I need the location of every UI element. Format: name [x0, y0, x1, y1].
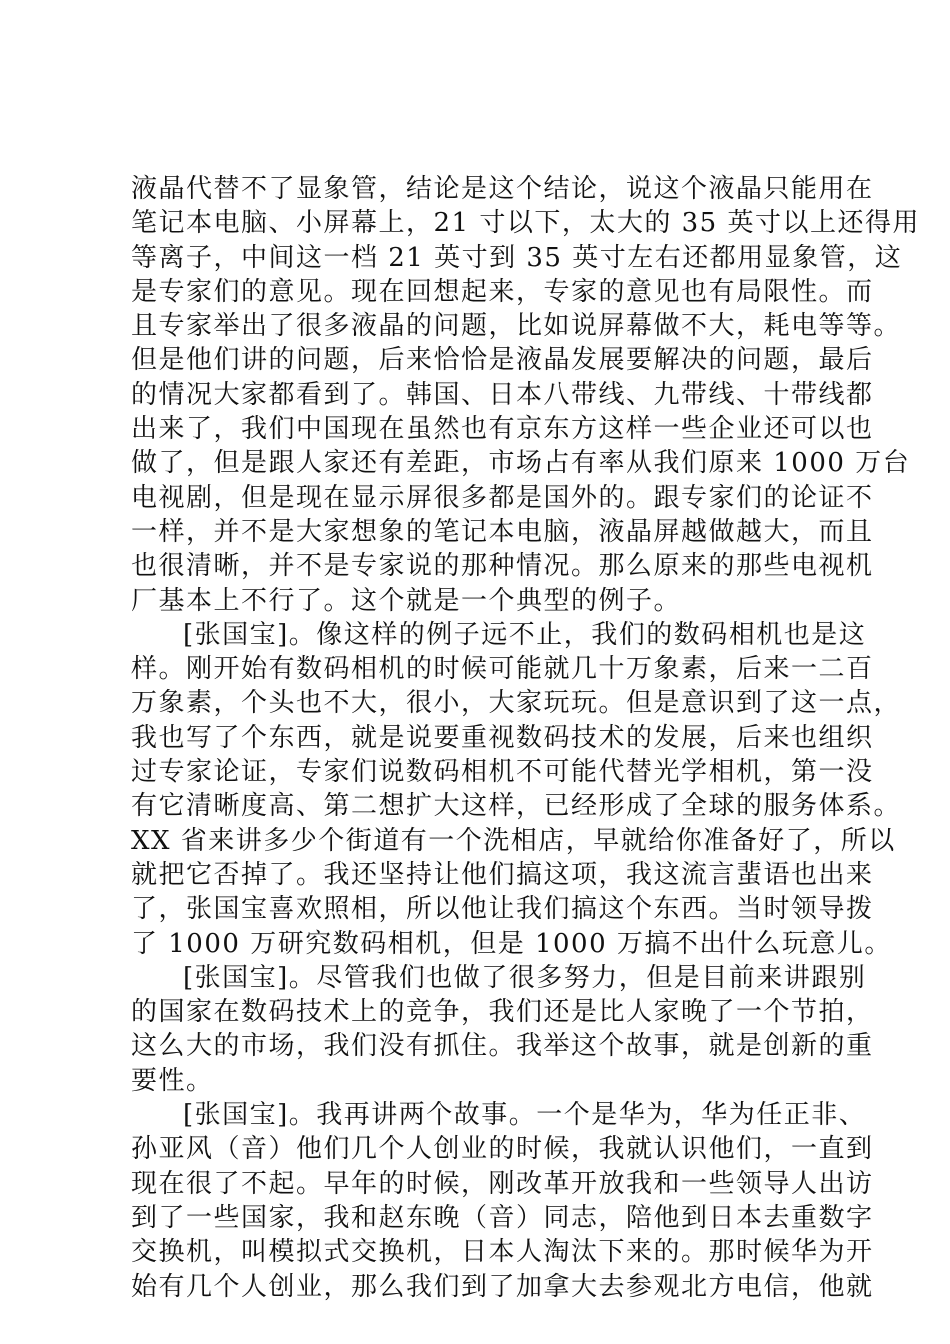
text-line: 要性。: [131, 1065, 214, 1096]
text-line: 始有几个人创业，那么我们到了加拿大去参观北方电信，他就: [131, 1271, 874, 1302]
text-line: 一样，并不是大家想象的笔记本电脑，液晶屏越做越大，而且: [131, 516, 874, 547]
text-line: 的国家在数码技术上的竞争，我们还是比人家晚了一个节拍，: [131, 997, 874, 1028]
text-line: 就把它否掉了。我还坚持让他们搞这项，我这流言蜚语也出来: [131, 859, 874, 890]
text-line: 做了，但是跟人家还有差距，市场占有率从我们原来 1000 万台: [131, 448, 911, 479]
text-line: 这么大的市场，我们没有抓住。我举这个故事，就是创新的重: [131, 1031, 874, 1062]
text-line: 我也写了个东西，就是说要重视数码技术的发展，后来也组织: [131, 722, 874, 753]
text-line: 到了一些国家，我和赵东晚（音）同志，陪他到日本去重数字: [131, 1202, 874, 1233]
paragraph-start-line: [张国宝]。我再讲两个故事。一个是华为，华为任正非、: [183, 1100, 867, 1131]
text-line: 了 1000 万研究数码相机，但是 1000 万搞不出什么玩意儿。: [131, 928, 892, 959]
text-line: 厂基本上不行了。这个就是一个典型的例子。: [131, 585, 682, 616]
text-line: 液晶代替不了显象管，结论是这个结论，说这个液晶只能用在: [131, 174, 874, 204]
text-line: 孙亚风（音）他们几个人创业的时候，我就认识他们，一直到: [131, 1134, 874, 1165]
text-line: 笔记本电脑、小屏幕上，21 寸以下，太大的 35 英寸以上还得用: [131, 208, 920, 239]
text-line: 现在很了不起。早年的时候，刚改革开放我和一些领导人出访: [131, 1168, 874, 1199]
text-line: 样。刚开始有数码相机的时候可能就几十万象素，后来一二百: [131, 654, 874, 685]
paragraph-start-line: [张国宝]。尽管我们也做了很多努力，但是目前来讲跟别: [183, 962, 867, 993]
text-line: 过专家论证，专家们说数码相机不可能代替光学相机，第一没: [131, 757, 874, 788]
text-line: 也很清晰，并不是专家说的那种情况。那么原来的那些电视机: [131, 551, 874, 582]
paragraph-start-line: [张国宝]。像这样的例子远不止，我们的数码相机也是这: [183, 619, 867, 650]
body-text: [131, 172, 920, 1304]
text-line: XX 省来讲多少个街道有一个洗相店，早就给你准备好了，所以: [131, 825, 896, 856]
text-line: 出来了，我们中国现在虽然也有京东方这样一些企业还可以也: [131, 414, 874, 445]
text-line: 但是他们讲的问题，后来恰恰是液晶发展要解决的问题，最后: [131, 345, 874, 376]
text-line: 电视剧，但是现在显示屏很多都是国外的。跟专家们的论证不: [131, 482, 874, 513]
text-line: 交换机，叫模拟式交换机，日本人淘汰下来的。那时候华为开: [131, 1237, 874, 1268]
text-line: 了，张国宝喜欢照相，所以他让我们搞这个东西。当时领导拨: [131, 894, 874, 925]
text-line: 的情况大家都看到了。韩国、日本八带线、九带线、十带线都: [131, 379, 874, 410]
text-line: 万象素，个头也不大，很小，大家玩玩。但是意识到了这一点，: [131, 688, 902, 719]
text-line: 且专家举出了很多液晶的问题，比如说屏幕做不大，耗电等等。: [131, 311, 902, 342]
text-line: 等离子，中间这一档 21 英寸到 35 英寸左右还都用显象管，这: [131, 242, 903, 273]
text-line: 有它清晰度高、第二想扩大这样，已经形成了全球的服务体系。: [131, 791, 902, 822]
text-line: 是专家们的意见。现在回想起来，专家的意见也有局限性。而: [131, 276, 874, 307]
